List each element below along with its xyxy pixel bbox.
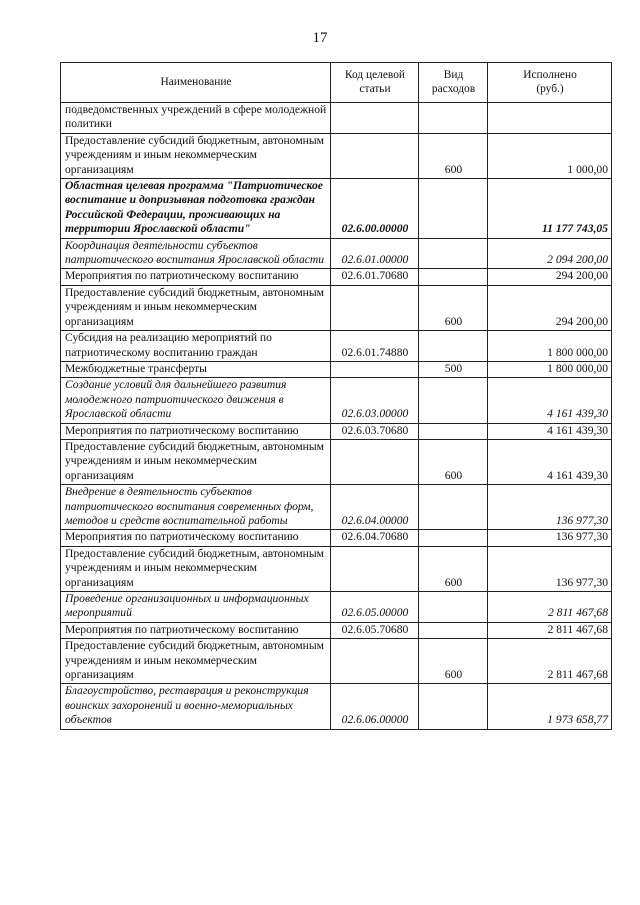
name-cell: Межбюджетные трансферты xyxy=(61,361,331,377)
table-row xyxy=(61,238,612,269)
name-cell: Предоставление субсидий бюджетным, автономным учреждениям и иным некоммерческим организациям xyxy=(61,546,331,591)
code-cell: 02.6.00.00000 xyxy=(331,179,419,239)
table-row xyxy=(61,439,612,484)
amount-cell: 4 161 439,30 xyxy=(488,378,612,423)
name-cell: Благоустройство, реставрация и реконструкция воинских захоронений и военно-мемориальных объектов xyxy=(61,684,331,729)
table-row xyxy=(61,622,612,638)
code-cell xyxy=(331,133,419,178)
code-cell xyxy=(331,361,419,377)
amount-cell: 294 200,00 xyxy=(488,285,612,330)
table-row xyxy=(61,269,612,285)
table-row xyxy=(61,684,612,729)
type-cell xyxy=(419,103,488,134)
amount-cell: 11 177 743,05 xyxy=(488,179,612,239)
header-code-line2: статьи xyxy=(359,83,391,95)
table-row xyxy=(61,423,612,439)
name-cell: Предоставление субсидий бюджетным, автономным учреждениям и иным некоммерческим организациям xyxy=(61,639,331,684)
code-cell xyxy=(331,103,419,134)
table-row xyxy=(61,546,612,591)
header-amount-line1: Исполнено xyxy=(523,69,577,81)
table-header xyxy=(61,63,612,103)
header-code xyxy=(331,63,419,103)
type-cell: 600 xyxy=(419,133,488,178)
page-number: 17 xyxy=(312,30,328,46)
table-row xyxy=(61,133,612,178)
amount-cell: 2 811 467,68 xyxy=(488,622,612,638)
type-cell xyxy=(419,269,488,285)
table-row xyxy=(61,103,612,134)
type-cell: 500 xyxy=(419,361,488,377)
type-cell: 600 xyxy=(419,285,488,330)
table-row xyxy=(61,361,612,377)
type-cell xyxy=(419,622,488,638)
type-cell xyxy=(419,485,488,530)
table-body xyxy=(61,103,612,730)
amount-cell: 136 977,30 xyxy=(488,485,612,530)
amount-cell xyxy=(488,103,612,134)
amount-cell: 2 094 200,00 xyxy=(488,238,612,269)
code-cell: 02.6.05.00000 xyxy=(331,592,419,623)
amount-cell: 1 800 000,00 xyxy=(488,331,612,362)
name-cell: подведомственных учреждений в сфере молодежной политики xyxy=(61,103,331,134)
table-row xyxy=(61,530,612,546)
amount-cell: 1 973 658,77 xyxy=(488,684,612,729)
code-cell: 02.6.03.70680 xyxy=(331,423,419,439)
code-cell xyxy=(331,285,419,330)
name-cell: Проведение организационных и информационных мероприятий xyxy=(61,592,331,623)
code-cell: 02.6.04.00000 xyxy=(331,485,419,530)
amount-cell: 2 811 467,68 xyxy=(488,639,612,684)
name-cell: Предоставление субсидий бюджетным, автономным учреждениям и иным некоммерческим организациям xyxy=(61,133,331,178)
type-cell xyxy=(419,179,488,239)
name-cell: Областная целевая программа "Патриотическое воспитание и допризывная подготовка граждан Российской Федерации, проживающих на территории Ярославской области" xyxy=(61,179,331,239)
name-cell: Координация деятельности субъектов патриотического воспитания Ярославской области xyxy=(61,238,331,269)
type-cell xyxy=(419,530,488,546)
name-cell: Субсидия на реализацию мероприятий по патриотическому воспитанию граждан xyxy=(61,331,331,362)
table-row xyxy=(61,485,612,530)
amount-cell: 136 977,30 xyxy=(488,530,612,546)
code-cell xyxy=(331,439,419,484)
code-cell: 02.6.04.70680 xyxy=(331,530,419,546)
table-row xyxy=(61,179,612,239)
name-cell: Предоставление субсидий бюджетным, автономным учреждениям и иным некоммерческим организациям xyxy=(61,285,331,330)
type-cell xyxy=(419,684,488,729)
header-type xyxy=(419,63,488,103)
code-cell: 02.6.01.70680 xyxy=(331,269,419,285)
table-row xyxy=(61,331,612,362)
type-cell: 600 xyxy=(419,439,488,484)
amount-cell: 4 161 439,30 xyxy=(488,423,612,439)
name-cell: Мероприятия по патриотическому воспитанию xyxy=(61,269,331,285)
header-amount xyxy=(488,63,612,103)
code-cell: 02.6.01.00000 xyxy=(331,238,419,269)
table-row xyxy=(61,639,612,684)
header-row xyxy=(61,63,612,103)
code-cell: 02.6.05.70680 xyxy=(331,622,419,638)
header-name-label: Наименование xyxy=(160,76,232,88)
name-cell: Мероприятия по патриотическому воспитанию xyxy=(61,622,331,638)
type-cell: 600 xyxy=(419,546,488,591)
type-cell xyxy=(419,592,488,623)
name-cell: Мероприятия по патриотическому воспитанию xyxy=(61,530,331,546)
type-cell xyxy=(419,331,488,362)
name-cell: Предоставление субсидий бюджетным, автономным учреждениям и иным некоммерческим организациям xyxy=(61,439,331,484)
type-cell xyxy=(419,238,488,269)
code-cell: 02.6.01.74880 xyxy=(331,331,419,362)
type-cell: 600 xyxy=(419,639,488,684)
name-cell: Внедрение в деятельность субъектов патриотического воспитания современных форм, методов и средств воспитательной работы xyxy=(61,485,331,530)
table-row xyxy=(61,285,612,330)
amount-cell: 1 000,00 xyxy=(488,133,612,178)
name-cell: Создание условий для дальнейшего развития молодежного патриотического движения в Ярославской области xyxy=(61,378,331,423)
code-cell: 02.6.03.00000 xyxy=(331,378,419,423)
code-cell xyxy=(331,639,419,684)
header-type-line2: расходов xyxy=(431,83,476,95)
amount-cell: 136 977,30 xyxy=(488,546,612,591)
amount-cell: 2 811 467,68 xyxy=(488,592,612,623)
header-code-line1: Код целевой xyxy=(344,69,406,81)
header-amount-line2: (руб.) xyxy=(536,83,564,95)
header-name xyxy=(61,63,331,103)
type-cell xyxy=(419,423,488,439)
name-cell: Мероприятия по патриотическому воспитанию xyxy=(61,423,331,439)
header-type-line1: Вид xyxy=(443,69,464,81)
budget-execution-table xyxy=(60,62,612,730)
amount-cell: 1 800 000,00 xyxy=(488,361,612,377)
type-cell xyxy=(419,378,488,423)
code-cell xyxy=(331,546,419,591)
amount-cell: 294 200,00 xyxy=(488,269,612,285)
amount-cell: 4 161 439,30 xyxy=(488,439,612,484)
code-cell: 02.6.06.00000 xyxy=(331,684,419,729)
table-row xyxy=(61,592,612,623)
table-row xyxy=(61,378,612,423)
